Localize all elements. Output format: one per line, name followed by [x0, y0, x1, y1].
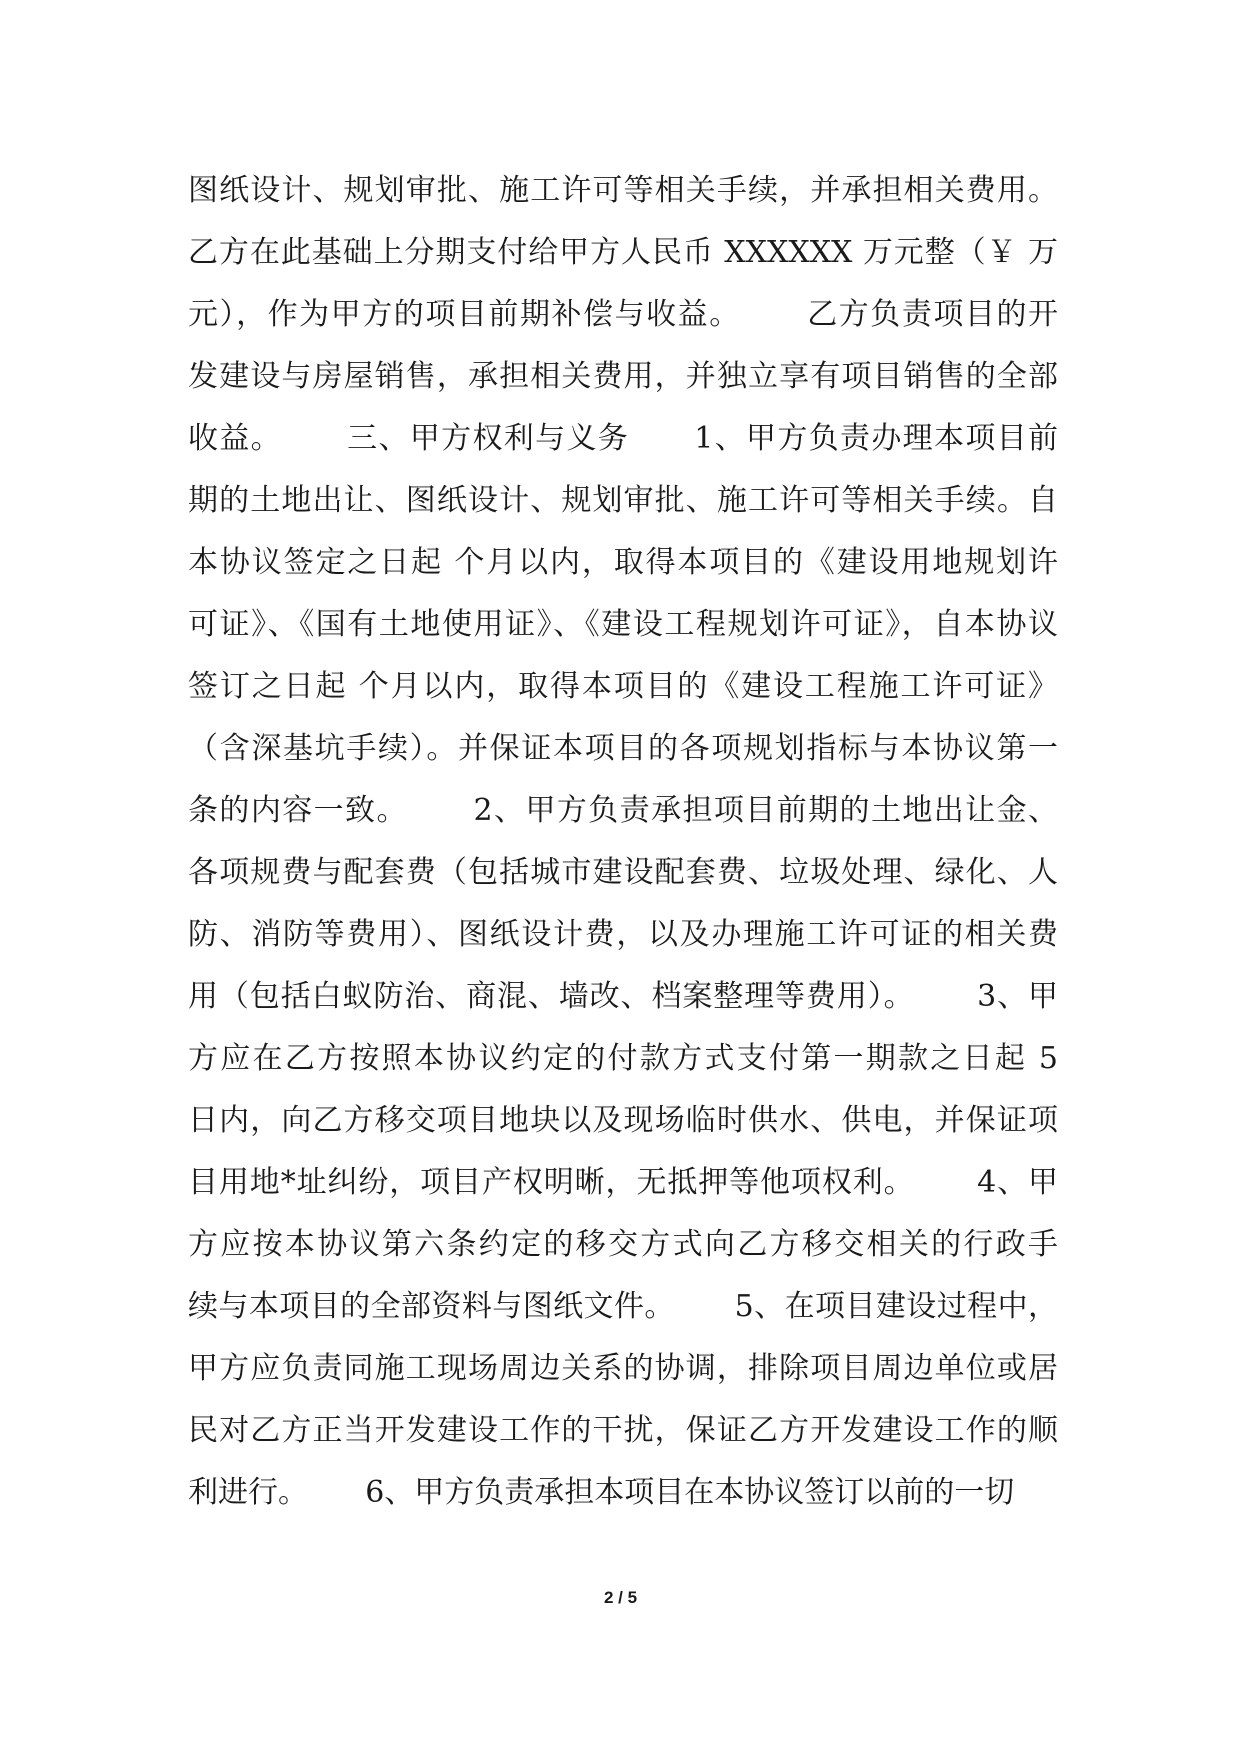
text-line: 发建设与房屋销售，承担相关费用，并独立享有项目销售的全部 [188, 359, 1058, 394]
text-line: 元），作为甲方的项目前期补偿与收益。 乙方负责项目的开 [188, 297, 1058, 332]
text-line: 各项规费与配套费（包括城市建设配套费、垃圾处理、绿化、人 [188, 855, 1058, 890]
page-number: 2 / 5 [603, 1588, 638, 1607]
text-line: 防、消防等费用）、图纸设计费，以及办理施工许可证的相关费 [188, 917, 1058, 952]
text-line: 签订之日起 个月以内，取得本项目的《建设工程施工许可证》 [188, 669, 1058, 704]
text-line: 收益。 三、甲方权利与义务 1、甲方负责办理本项目前 [188, 421, 1058, 456]
body-text [188, 160, 1058, 1524]
text-line: 图纸设计、规划审批、施工许可等相关手续，并承担相关费用。 [188, 173, 1058, 208]
text-line: 方应在乙方按照本协议约定的付款方式支付第一期款之日起 5 [188, 1041, 1058, 1076]
text-line: 可证》、《国有土地使用证》、《建设工程规划许可证》，自本协议 [188, 607, 1058, 642]
text-line: 条的内容一致。 2、甲方负责承担项目前期的土地出让金、 [188, 793, 1058, 828]
text-line: 甲方应负责同施工现场周边关系的协调，排除项目周边单位或居 [188, 1351, 1058, 1386]
text-line: 日内，向乙方移交项目地块以及现场临时供水、供电，并保证项 [188, 1103, 1058, 1138]
text-line: （含深基坑手续）。并保证本项目的各项规划指标与本协议第一 [188, 731, 1058, 766]
text-line: 民对乙方正当开发建设工作的干扰，保证乙方开发建设工作的顺 [188, 1413, 1058, 1448]
text-line: 续与本项目的全部资料与图纸文件。 5、在项目建设过程中， [188, 1289, 1058, 1324]
text-line: 目用地*址纠纷，项目产权明晰，无抵押等他项权利。 4、甲 [188, 1165, 1058, 1200]
text-line: 期的土地出让、图纸设计、规划审批、施工许可等相关手续。自 [188, 483, 1058, 518]
text-line: 方应按本协议第六条约定的移交方式向乙方移交相关的行政手 [188, 1227, 1058, 1262]
text-line: 利进行。 6、甲方负责承担本项目在本协议签订以前的一切 [188, 1475, 1015, 1510]
text-line: 乙方在此基础上分期支付给甲方人民币 XXXXXX 万元整（￥ 万 [188, 235, 1058, 270]
text-line: 用（包括白蚁防治、商混、墙改、档案整理等费用）。 3、甲 [188, 979, 1058, 1014]
text-line: 本协议签定之日起 个月以内，取得本项目的《建设用地规划许 [188, 545, 1058, 580]
